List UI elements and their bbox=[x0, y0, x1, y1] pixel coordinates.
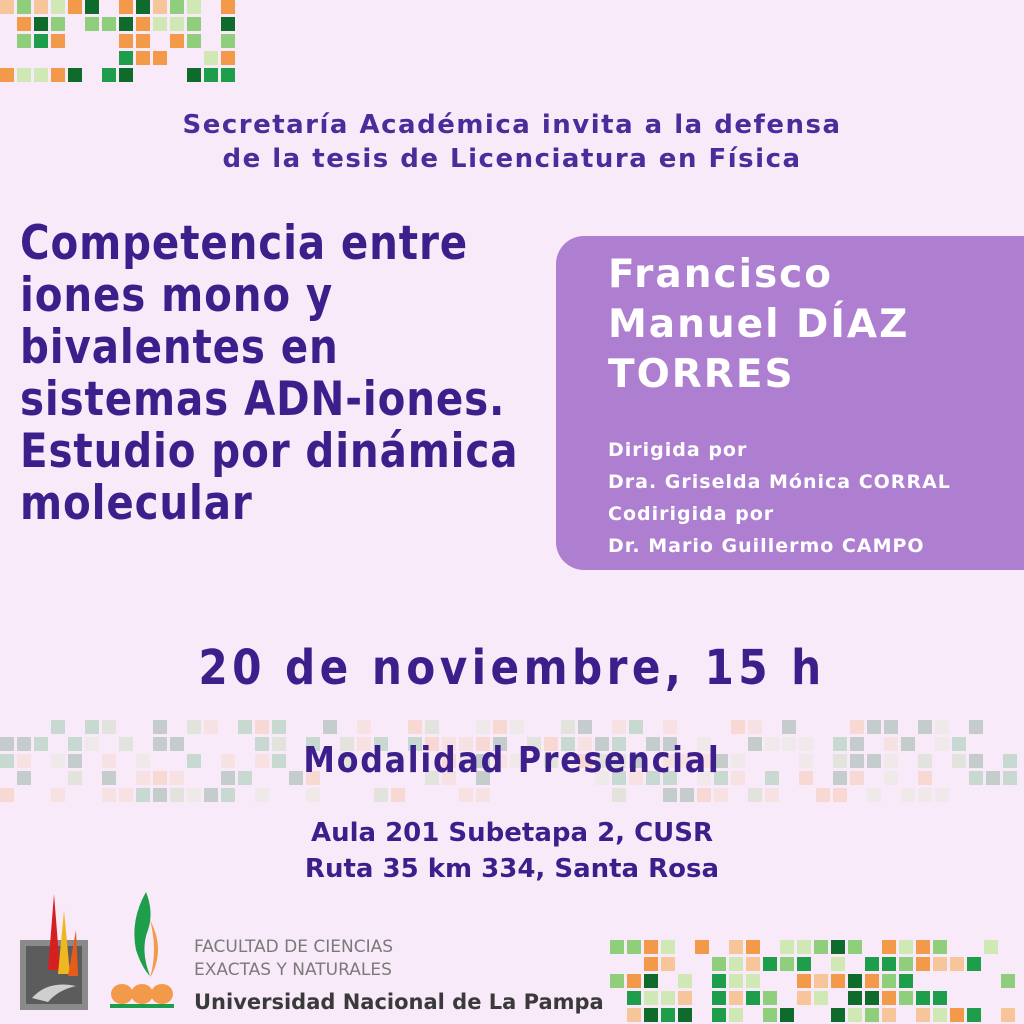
mosaic-tile bbox=[882, 957, 896, 971]
mosaic-tile bbox=[17, 754, 31, 768]
mosaic-tile bbox=[170, 788, 184, 802]
mosaic-tile bbox=[85, 17, 99, 31]
mosaic-tile bbox=[882, 991, 896, 1005]
mosaic-tile bbox=[629, 720, 643, 734]
mosaic-tile bbox=[187, 68, 201, 82]
mosaic-tile bbox=[1001, 1008, 1015, 1022]
mosaic-tile bbox=[833, 788, 847, 802]
mosaic-tile bbox=[899, 974, 913, 988]
mosaic-tile bbox=[170, 34, 184, 48]
mosaic-tile bbox=[85, 720, 99, 734]
mosaic-tile bbox=[797, 940, 811, 954]
mosaic-tile bbox=[831, 974, 845, 988]
mosaic-tile bbox=[153, 17, 167, 31]
event-date: 20 de noviembre, 15 h bbox=[198, 640, 826, 696]
mosaic-tile bbox=[935, 720, 949, 734]
mosaic-tile bbox=[627, 974, 641, 988]
faculty-line-1: FACULTAD DE CIENCIAS bbox=[194, 937, 394, 957]
mosaic-tile bbox=[746, 957, 760, 971]
mosaic-tile bbox=[697, 788, 711, 802]
mosaic-tile bbox=[51, 0, 65, 14]
faculty-name bbox=[194, 936, 393, 982]
mosaic-tile bbox=[746, 940, 760, 954]
mosaic-tile bbox=[51, 17, 65, 31]
mosaic-tile bbox=[34, 737, 48, 751]
mosaic-tile bbox=[0, 68, 14, 82]
mosaic-tile bbox=[187, 0, 201, 14]
mosaic-tile bbox=[678, 1008, 692, 1022]
mosaic-tile bbox=[867, 788, 881, 802]
mosaic-tile bbox=[221, 0, 235, 14]
mosaic-tile bbox=[391, 788, 405, 802]
mosaic-tile bbox=[680, 788, 694, 802]
mosaic-tile bbox=[627, 1008, 641, 1022]
mosaic-tile bbox=[102, 788, 116, 802]
mosaic-tile bbox=[357, 720, 371, 734]
mosaic-tile bbox=[610, 940, 624, 954]
mosaic-tile bbox=[119, 788, 133, 802]
address-line-1: Aula 201 Subetapa 2, CUSR bbox=[310, 818, 714, 848]
invitation-line-1: Secretaría Académica invita a la defensa bbox=[182, 110, 842, 140]
mosaic-tile bbox=[950, 957, 964, 971]
mosaic-tile bbox=[848, 974, 862, 988]
mosaic-tile bbox=[831, 1008, 845, 1022]
mosaic-tile bbox=[763, 1008, 777, 1022]
mosaic-tile bbox=[102, 17, 116, 31]
mosaic-tile bbox=[204, 788, 218, 802]
mosaic-tile bbox=[865, 991, 879, 1005]
mosaic-tile bbox=[644, 940, 658, 954]
mosaic-tile bbox=[493, 720, 507, 734]
mosaic-tile bbox=[1001, 974, 1015, 988]
mosaic-tile bbox=[204, 68, 218, 82]
mosaic-tile bbox=[814, 974, 828, 988]
mosaic-tile bbox=[306, 788, 320, 802]
invitation-line-2: de la tesis de Licenciatura en Física bbox=[222, 144, 802, 174]
mosaic-tile bbox=[136, 0, 150, 14]
mosaic-tile bbox=[797, 974, 811, 988]
mosaic-tile bbox=[712, 957, 726, 971]
mosaic-tile bbox=[187, 788, 201, 802]
mosaic-tile bbox=[882, 974, 896, 988]
mosaic-tile bbox=[17, 0, 31, 14]
mosaic-tile bbox=[425, 720, 439, 734]
mosaic-tile bbox=[763, 991, 777, 1005]
mosaic-tile bbox=[221, 51, 235, 65]
mosaic-tile bbox=[901, 788, 915, 802]
directed-label: Dirigida por bbox=[608, 439, 748, 461]
mosaic-tile bbox=[714, 788, 728, 802]
candidate-name-line: Manuel DÍAZ bbox=[608, 302, 910, 347]
mosaic-tile bbox=[816, 788, 830, 802]
mosaic-tile bbox=[221, 68, 235, 82]
mosaic-tile bbox=[187, 17, 201, 31]
mosaic-tile bbox=[119, 68, 133, 82]
mosaic-tile bbox=[153, 720, 167, 734]
mosaic-tile bbox=[204, 51, 218, 65]
mosaic-tile bbox=[255, 788, 269, 802]
mosaic-tile bbox=[695, 940, 709, 954]
candidate-card bbox=[556, 236, 1024, 570]
mosaic-tile bbox=[17, 68, 31, 82]
mosaic-tile bbox=[136, 34, 150, 48]
mosaic-tile bbox=[850, 720, 864, 734]
candidate-name bbox=[608, 250, 909, 400]
mosaic-tile bbox=[136, 17, 150, 31]
mosaic-tile bbox=[644, 974, 658, 988]
mosaic-tile bbox=[933, 957, 947, 971]
mosaic-tile bbox=[848, 940, 862, 954]
mosaic-tile bbox=[712, 991, 726, 1005]
mosaic-tile bbox=[967, 957, 981, 971]
event-modality: Modalidad Presencial bbox=[303, 740, 721, 781]
mosaic-tile bbox=[85, 0, 99, 14]
mosaic-tile bbox=[272, 720, 286, 734]
thesis-title-line: sistemas ADN-iones. bbox=[20, 372, 506, 427]
mosaic-tile bbox=[765, 788, 779, 802]
mosaic-tile bbox=[865, 957, 879, 971]
mosaic-tile bbox=[884, 720, 898, 734]
mosaic-tile bbox=[323, 720, 337, 734]
mosaic-tile bbox=[882, 1008, 896, 1022]
mosaic-tile bbox=[712, 1008, 726, 1022]
invitation-header bbox=[0, 108, 1024, 176]
mosaic-tile bbox=[221, 788, 235, 802]
mosaic-tile bbox=[136, 788, 150, 802]
mosaic-tile bbox=[561, 720, 575, 734]
mosaic-tile bbox=[17, 17, 31, 31]
faculty-line-2: EXACTAS Y NATURALES bbox=[194, 960, 392, 980]
mosaic-tile bbox=[746, 991, 760, 1005]
codirected-label: Codirigida por bbox=[608, 503, 775, 525]
mosaic-tile bbox=[712, 974, 726, 988]
mosaic-tile bbox=[797, 991, 811, 1005]
mosaic-tile bbox=[476, 788, 490, 802]
mosaic-tile bbox=[831, 940, 845, 954]
mosaic-tile bbox=[899, 991, 913, 1005]
mosaic-tile bbox=[238, 720, 252, 734]
mosaic-tile bbox=[865, 974, 879, 988]
faculty-logos bbox=[18, 890, 188, 1014]
mosaic-tile bbox=[68, 0, 82, 14]
mosaic-tile bbox=[153, 51, 167, 65]
mosaic-tile bbox=[831, 957, 845, 971]
mosaic-tile bbox=[969, 720, 983, 734]
address-line-2: Ruta 35 km 334, Santa Rosa bbox=[304, 854, 720, 884]
mosaic-tile bbox=[17, 737, 31, 751]
mosaic-tile bbox=[136, 51, 150, 65]
thesis-title bbox=[20, 216, 519, 531]
mosaic-tile bbox=[916, 957, 930, 971]
mosaic-tile bbox=[935, 788, 949, 802]
mosaic-tile bbox=[678, 991, 692, 1005]
mosaic-tile bbox=[170, 17, 184, 31]
mosaic-tile bbox=[950, 1008, 964, 1022]
mosaic-tile bbox=[34, 34, 48, 48]
mosaic-tile bbox=[17, 34, 31, 48]
mosaic-tile bbox=[986, 771, 1000, 785]
mosaic-tile bbox=[153, 0, 167, 14]
mosaic-tile bbox=[612, 788, 626, 802]
mosaic-tile bbox=[102, 720, 116, 734]
mosaic-tile bbox=[729, 940, 743, 954]
mosaic-tile bbox=[918, 720, 932, 734]
mosaic-tile bbox=[663, 788, 677, 802]
mosaic-tile bbox=[748, 788, 762, 802]
mosaic-tile bbox=[34, 68, 48, 82]
mosaic-tile bbox=[0, 0, 14, 14]
mosaic-tile bbox=[34, 17, 48, 31]
mosaic-tile bbox=[780, 957, 794, 971]
faculty-emblem-icon bbox=[20, 894, 88, 1010]
mosaic-tile bbox=[865, 1008, 879, 1022]
mosaic-tile bbox=[204, 720, 218, 734]
mosaic-tile bbox=[68, 68, 82, 82]
mosaic-tile bbox=[34, 0, 48, 14]
mosaic-tile bbox=[51, 720, 65, 734]
mosaic-tile bbox=[0, 754, 14, 768]
mosaic-tile bbox=[729, 1008, 743, 1022]
mosaic-tile bbox=[729, 957, 743, 971]
thesis-title-line: Estudio por dinámica bbox=[20, 424, 519, 479]
mosaic-tile bbox=[255, 720, 269, 734]
thesis-title-line: molecular bbox=[20, 476, 253, 531]
mosaic-tile bbox=[187, 720, 201, 734]
university-emblem-icon bbox=[110, 892, 174, 1008]
mosaic-tile bbox=[610, 974, 624, 988]
mosaic-tile bbox=[780, 1008, 794, 1022]
mosaic-tile bbox=[459, 788, 473, 802]
mosaic-tile bbox=[661, 940, 675, 954]
mosaic-tile bbox=[119, 51, 133, 65]
mosaic-tile bbox=[848, 991, 862, 1005]
mosaic-tile bbox=[916, 1008, 930, 1022]
mosaic-tile bbox=[221, 34, 235, 48]
mosaic-tile bbox=[102, 68, 116, 82]
mosaic-tile bbox=[187, 34, 201, 48]
mosaic-tile bbox=[1003, 771, 1017, 785]
mosaic-tile bbox=[899, 957, 913, 971]
mosaic-tile bbox=[969, 771, 983, 785]
mosaic-tile bbox=[374, 788, 388, 802]
mosaic-tile bbox=[797, 957, 811, 971]
mosaic-tile bbox=[729, 991, 743, 1005]
mosaic-tile bbox=[678, 974, 692, 988]
mosaic-tile bbox=[644, 957, 658, 971]
mosaic-tile bbox=[814, 940, 828, 954]
thesis-title-line: bivalentes en bbox=[20, 320, 339, 375]
mosaic-tile bbox=[814, 991, 828, 1005]
mosaic-tile bbox=[408, 720, 422, 734]
director-name: Dra. Griselda Mónica CORRAL bbox=[608, 471, 951, 493]
mosaic-tile bbox=[969, 754, 983, 768]
mosaic-tile bbox=[661, 991, 675, 1005]
mosaic-tile bbox=[933, 1008, 947, 1022]
mosaic-tile bbox=[867, 720, 881, 734]
candidate-name-line: Francisco bbox=[608, 252, 834, 297]
mosaic-tile bbox=[644, 991, 658, 1005]
event-address bbox=[0, 815, 1024, 887]
mosaic-tile bbox=[729, 974, 743, 988]
mosaic-tile bbox=[627, 940, 641, 954]
thesis-title-line: iones mono y bbox=[20, 268, 334, 323]
mosaic-tile bbox=[882, 940, 896, 954]
mosaic-tile bbox=[848, 1008, 862, 1022]
mosaic-tile bbox=[933, 991, 947, 1005]
thesis-title-line: Competencia entre bbox=[20, 216, 469, 271]
mosaic-tile bbox=[0, 788, 14, 802]
mosaic-tile bbox=[170, 0, 184, 14]
mosaic-tile bbox=[661, 1008, 675, 1022]
mosaic-tile bbox=[612, 720, 626, 734]
mosaic-tile bbox=[17, 771, 31, 785]
mosaic-tile bbox=[933, 940, 947, 954]
mosaic-tile bbox=[663, 720, 677, 734]
bottom-right-mosaic bbox=[610, 940, 1024, 1024]
candidate-name-line: TORRES bbox=[608, 352, 795, 397]
mosaic-tile bbox=[748, 720, 762, 734]
top-left-mosaic bbox=[0, 0, 230, 90]
mosaic-tile bbox=[731, 720, 745, 734]
mosaic-tile bbox=[661, 957, 675, 971]
mosaic-tile bbox=[916, 991, 930, 1005]
mosaic-tile bbox=[916, 940, 930, 954]
codirector-name: Dr. Mario Guillermo CAMPO bbox=[608, 535, 925, 557]
mosaic-tile bbox=[119, 17, 133, 31]
mosaic-tile bbox=[627, 991, 641, 1005]
mosaic-tile bbox=[918, 788, 932, 802]
mosaic-tile bbox=[763, 957, 777, 971]
mosaic-tile bbox=[644, 1008, 658, 1022]
mosaic-tile bbox=[578, 720, 592, 734]
mosaic-tile bbox=[119, 34, 133, 48]
mosaic-tile bbox=[51, 788, 65, 802]
supervisors bbox=[608, 434, 951, 562]
mosaic-tile bbox=[967, 1008, 981, 1022]
mosaic-tile bbox=[51, 68, 65, 82]
mosaic-tile bbox=[746, 974, 760, 988]
mosaic-tile bbox=[221, 17, 235, 31]
mosaic-tile bbox=[153, 788, 167, 802]
mosaic-tile bbox=[51, 34, 65, 48]
mosaic-tile bbox=[119, 0, 133, 14]
mosaic-tile bbox=[1003, 754, 1017, 768]
mosaic-tile bbox=[510, 720, 524, 734]
mosaic-tile bbox=[0, 737, 14, 751]
mosaic-tile bbox=[984, 940, 998, 954]
university-name: Universidad Nacional de La Pampa bbox=[194, 990, 604, 1014]
mosaic-tile bbox=[782, 720, 796, 734]
mosaic-tile bbox=[476, 720, 490, 734]
mosaic-tile bbox=[780, 940, 794, 954]
mosaic-tile bbox=[899, 940, 913, 954]
